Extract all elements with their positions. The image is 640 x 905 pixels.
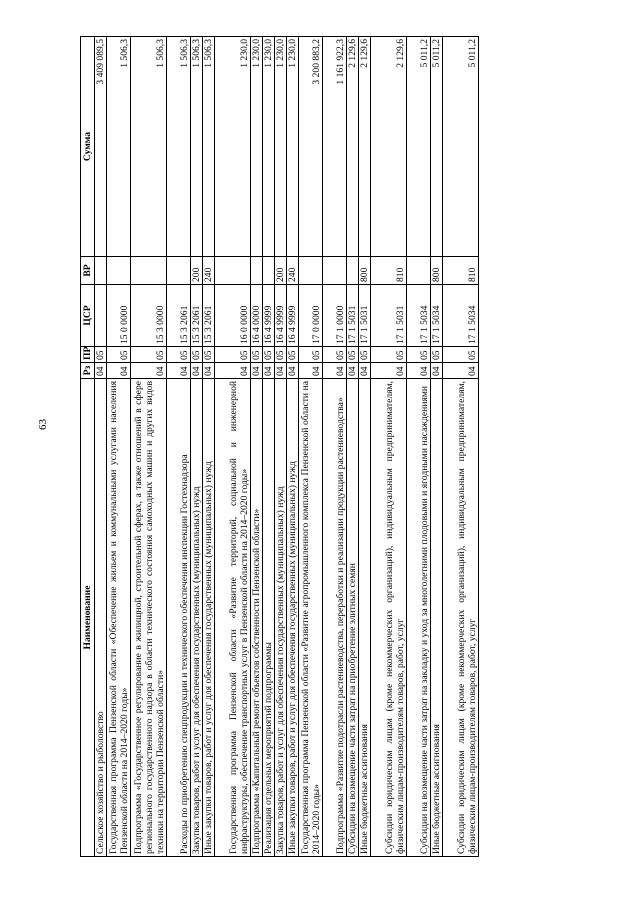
cell-name: Иные бюджетные ассигнования [359,379,371,857]
table-row [95,37,107,857]
header-row [81,37,95,857]
cell-vr: 200 [275,257,287,285]
cell-csr: 15 0 0000 [107,285,131,347]
cell-name: Реализация отдельных мероприятий подпрограммы [263,379,275,857]
cell-pr: 05 [251,347,263,363]
cell-rz: 04 [431,363,443,379]
cell-pr: 05 [347,347,359,363]
cell-csr: 16 0 0000 [215,285,251,347]
table-row [263,37,275,857]
cell-vr: 240 [203,257,215,285]
cell-sum: 1 230,0 [215,37,251,257]
cell-rz: 04 [371,363,407,379]
cell-rz: 04 [359,363,371,379]
cell-sum: 2 129,6 [347,37,359,257]
cell-pr: 05 [287,347,299,363]
cell-rz: 04 [215,363,251,379]
cell-rz: 04 [251,363,263,379]
table-row [191,37,203,857]
cell-rz: 04 [443,363,479,379]
table-row [371,37,407,857]
cell-rz: 04 [203,363,215,379]
cell-sum: 2 129,6 [359,37,371,257]
cell-vr: 810 [371,257,407,285]
page-number: 63 [37,419,49,430]
cell-sum: 1 506,3 [131,37,167,257]
cell-rz: 04 [191,363,203,379]
cell-csr: 17 1 0000 [323,285,347,347]
cell-sum: 1 161 922,3 [323,37,347,257]
cell-vr [131,257,167,285]
cell-pr: 05 [191,347,203,363]
header-pr: ПР [81,347,95,363]
cell-vr: 200 [191,257,203,285]
cell-csr: 17 1 5034 [407,285,431,347]
cell-rz: 04 [95,363,107,379]
cell-vr [107,257,131,285]
cell-pr: 05 [131,347,167,363]
cell-pr: 05 [359,347,371,363]
table-row [215,37,251,857]
cell-vr: 240 [287,257,299,285]
header-sum: Сумма [81,37,95,257]
cell-pr: 05 [371,347,407,363]
cell-csr: 17 1 5031 [359,285,371,347]
cell-name: Подпрограмма «Государственное регулирование в жилищной, строительной сферах, а также отношений в сфере регионального государственного надзора в области технического состояния самоходных машин и других видов техники на территории Пензенской области» [131,379,167,857]
cell-pr: 05 [263,347,275,363]
cell-vr [215,257,251,285]
cell-csr: 15 3 0000 [131,285,167,347]
cell-pr: 05 [107,347,131,363]
cell-vr [263,257,275,285]
cell-pr: 05 [95,347,107,363]
table-body [95,37,479,857]
cell-name: Государственная программа Пензенской области «Развитие территорий, социальной и инженерной инфраструктуры, обеспечение транспортных услуг в Пензенской области на 2014–2020 годы» [215,379,251,857]
cell-sum: 1 506,3 [107,37,131,257]
table-row [431,37,443,857]
cell-name: Закупка товаров, работ и услуг для обеспечения государственных (муниципальных) нужд [275,379,287,857]
cell-pr: 05 [323,347,347,363]
cell-pr: 05 [407,347,431,363]
cell-sum: 1 506,3 [167,37,191,257]
cell-rz: 04 [299,363,323,379]
cell-csr: 16 4 9999 [275,285,287,347]
table-row [407,37,431,857]
cell-vr [347,257,359,285]
cell-sum: 1 230,0 [263,37,275,257]
rotated-page [80,37,553,857]
cell-sum: 5 011,2 [407,37,431,257]
table-row [347,37,359,857]
cell-csr: 15 3 2061 [203,285,215,347]
cell-sum: 2 129,6 [371,37,407,257]
table-row [299,37,323,857]
cell-rz: 04 [407,363,431,379]
header-csr: ЦСР [81,285,95,347]
cell-pr: 05 [167,347,191,363]
table-row [287,37,299,857]
table-row [359,37,371,857]
cell-rz: 04 [131,363,167,379]
table-row [275,37,287,857]
cell-sum: 1 506,3 [203,37,215,257]
table-row [167,37,191,857]
cell-csr: 17 1 5034 [443,285,479,347]
cell-sum: 3 409 089,5 [95,37,107,257]
cell-rz: 04 [107,363,131,379]
cell-name: Субсидии на возмещение части затрат на приобретение элитных семян [347,379,359,857]
cell-name: Сельское хозяйство и рыболовство [95,379,107,857]
cell-vr [407,257,431,285]
cell-rz: 04 [263,363,275,379]
cell-name: Субсидии на возмещение части затрат на закладку и уход за многолетними плодовыми и ягодными насаждениями [407,379,431,857]
cell-sum: 1 230,0 [287,37,299,257]
cell-name: Субсидии юридическим лицам (кроме некоммерческих организаций), индивидуальным предпринимателям, физическим лицам-производителям товаров, работ, услуг [371,379,407,857]
table-row [251,37,263,857]
cell-sum: 1 230,0 [251,37,263,257]
cell-pr: 05 [431,347,443,363]
cell-sum: 5 011,2 [431,37,443,257]
cell-sum: 1 506,3 [191,37,203,257]
cell-name: Подпрограмма «Капитальный ремонт объектов собственности Пензенской области» [251,379,263,857]
cell-csr: 17 1 5031 [347,285,359,347]
cell-csr: 15 3 2061 [191,285,203,347]
cell-csr: 17 0 0000 [299,285,323,347]
cell-sum: 1 230,0 [275,37,287,257]
cell-vr: 800 [431,257,443,285]
cell-name: Субсидии юридическим лицам (кроме некоммерческих организаций), индивидуальным предпринимателям, физическим лицам-производителям товаров, работ, услуг [443,379,479,857]
table-row [203,37,215,857]
cell-pr: 05 [215,347,251,363]
table-row [107,37,131,857]
cell-name: Расходы по приобретению спецпродукции и технического обеспечения инспекции Гостехнадзора [167,379,191,857]
cell-vr: 800 [359,257,371,285]
cell-vr [167,257,191,285]
header-vr: ВР [81,257,95,285]
cell-pr: 05 [275,347,287,363]
cell-csr: 16 4 0000 [251,285,263,347]
cell-vr [323,257,347,285]
cell-vr [95,257,107,285]
table-row [323,37,347,857]
cell-csr: 16 4 9999 [263,285,275,347]
table-row [443,37,479,857]
cell-pr: 05 [203,347,215,363]
table-row [131,37,167,857]
cell-name: Иные бюджетные ассигнования [431,379,443,857]
cell-name: Иные закупки товаров, работ и услуг для обеспечения государственных (муниципальных) нужд [287,379,299,857]
cell-vr [299,257,323,285]
cell-name: Подпрограмма «Развитие подотрасли растениеводства, переработки и реализации продукции растениеводства» [323,379,347,857]
cell-csr: 17 1 5031 [371,285,407,347]
cell-csr: 17 1 5034 [431,285,443,347]
cell-rz: 04 [275,363,287,379]
cell-rz: 04 [287,363,299,379]
cell-vr: 810 [443,257,479,285]
cell-csr: 15 3 2061 [167,285,191,347]
cell-name: Государственная программа Пензенской области «Развитие агропромышленного комплекса Пензенской области на 2014–2020 годы» [299,379,323,857]
cell-pr: 05 [443,347,479,363]
cell-rz: 04 [323,363,347,379]
cell-vr [251,257,263,285]
budget-table [80,36,479,857]
cell-pr: 05 [299,347,323,363]
cell-name: Закупка товаров, работ и услуг для обеспечения государственных (муниципальных) нужд [191,379,203,857]
header-rz: Рз [81,363,95,379]
cell-sum: 3 200 883,2 [299,37,323,257]
cell-csr: 16 4 9999 [287,285,299,347]
cell-name: Иные закупки товаров, работ и услуг для обеспечения государственных (муниципальных) нужд [203,379,215,857]
cell-rz: 04 [347,363,359,379]
cell-csr [95,285,107,347]
cell-sum: 5 011,2 [443,37,479,257]
cell-rz: 04 [167,363,191,379]
header-name: Наименование [81,379,95,857]
cell-name: Государственная программа Пензенской области «Обеспечение жильем и коммунальными услугами населения Пензенской области на 2014–2020 годы» [107,379,131,857]
